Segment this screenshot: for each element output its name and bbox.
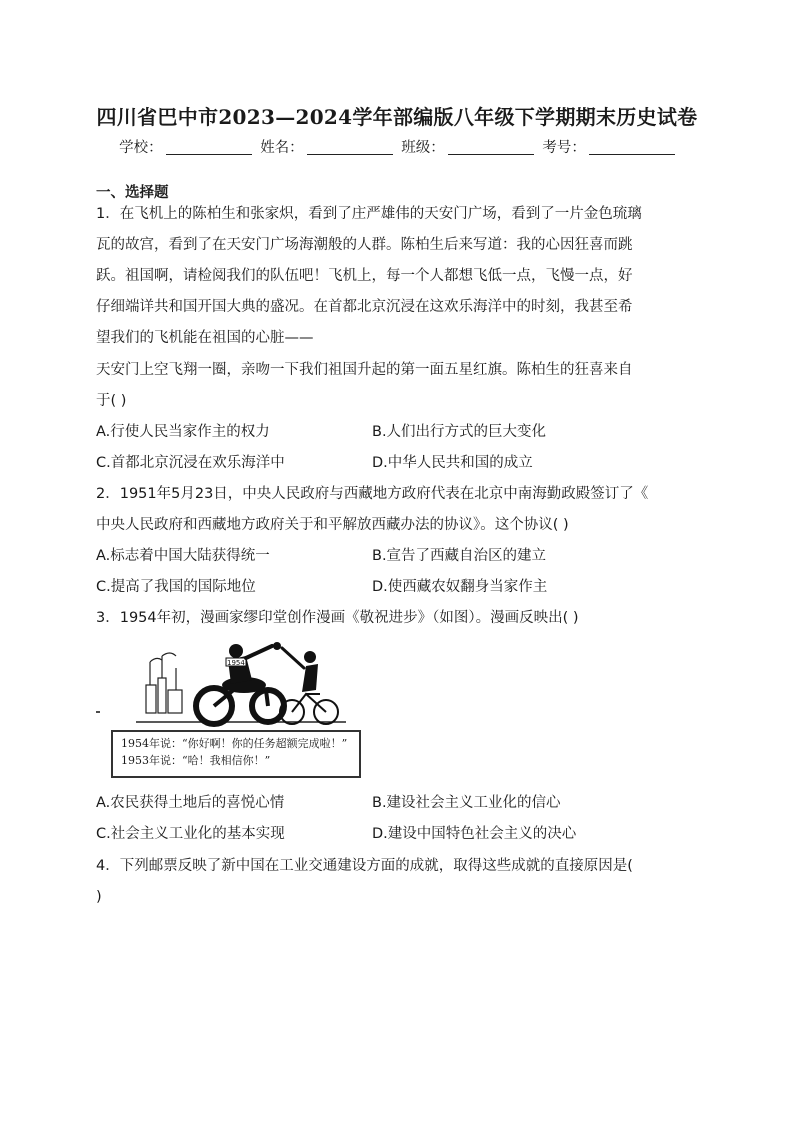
q3-option-c[interactable]: C.社会主义工业化的基本实现 — [96, 826, 285, 842]
rider-badge: 1954 — [227, 659, 245, 667]
caption-line: 1953年说：“哈！我相信你！” — [121, 754, 271, 767]
q2-option-a[interactable]: A.标志着中国大陆获得统一 — [96, 548, 270, 564]
q2-option-d[interactable]: D.使西藏农奴翻身当家作主 — [372, 579, 548, 595]
school-label: 学校： — [119, 140, 163, 156]
q1-line: 瓦的故宫，看到了在天安门广场海潮般的人群。陈柏生后来写道：我的心因狂喜而跳 — [96, 237, 633, 253]
q3-option-b[interactable]: B.建设社会主义工业化的信心 — [372, 795, 561, 811]
exam-number-blank[interactable] — [589, 140, 675, 155]
q1-option-a[interactable]: A.行使人民当家作主的权力 — [96, 424, 270, 440]
q3-option-d[interactable]: D.建设中国特色社会主义的决心 — [372, 826, 577, 842]
q2-line: 中央人民政府和西藏地方政府关于和平解放西藏办法的协议》。这个协议( ) — [96, 517, 569, 533]
q1-line: 天安门上空飞翔一圈，亲吻一下我们祖国升起的第一面五星红旗。陈柏生的狂喜来自 — [96, 362, 633, 378]
q4-line: ) — [96, 889, 102, 905]
class-blank[interactable] — [448, 140, 534, 155]
q1-option-c[interactable]: C.首都北京沉浸在欢乐海洋中 — [96, 455, 285, 471]
section-heading: 一、选择题 — [96, 185, 169, 201]
class-label: 班级： — [401, 140, 445, 156]
q1-line: 于( ) — [96, 393, 127, 409]
q1-line: 望我们的飞机能在祖国的心脏—— — [96, 330, 314, 346]
student-info-row — [0, 136, 794, 157]
q4-line: 4．下列邮票反映了新中国在工业交通建设方面的成就，取得这些成就的直接原因是( — [96, 858, 633, 874]
q2-line: 2．1951年5月23日，中央人民政府与西藏地方政府代表在北京中南海勤政殿签订了《 — [96, 486, 649, 502]
q2-option-c[interactable]: C.提高了我国的国际地位 — [96, 579, 256, 595]
exam-number-label: 考号： — [542, 140, 586, 156]
q1-line: 仔细端详共和国开国大典的盛况。在首都北京沉浸在这欢乐海洋中的时刻，我甚至希 — [96, 299, 633, 315]
q3-option-a[interactable]: A.农民获得土地后的喜悦心情 — [96, 795, 285, 811]
q2-option-b[interactable]: B.宣告了西藏自治区的建立 — [372, 548, 547, 564]
caption-line: 1954年说：“你好啊！你的任务超额完成啦！” — [121, 737, 348, 750]
name-label: 姓名： — [260, 140, 304, 156]
q1-line: 跃。祖国啊，请检阅我们的队伍吧！飞机上，每一个人都想飞低一点，飞慢一点，好 — [96, 268, 633, 284]
page-title: 四川省巴中市2023—2024学年部编版八年级下学期期末历史试卷 — [96, 105, 698, 129]
cartoon-caption — [111, 730, 361, 778]
q1-option-b[interactable]: B.人们出行方式的巨大变化 — [372, 424, 547, 440]
q1-option-d[interactable]: D.中华人民共和国的成立 — [372, 455, 533, 471]
school-blank[interactable] — [166, 140, 252, 155]
q3-line: 3．1954年初，漫画家缪印堂创作漫画《敬祝进步》（如图）。漫画反映出( ) — [96, 610, 579, 626]
name-blank[interactable] — [307, 140, 393, 155]
q1-line: 1．在飞机上的陈柏生和张家炽，看到了庄严雄伟的天安门广场，看到了一片金色琉璃 — [96, 206, 642, 222]
